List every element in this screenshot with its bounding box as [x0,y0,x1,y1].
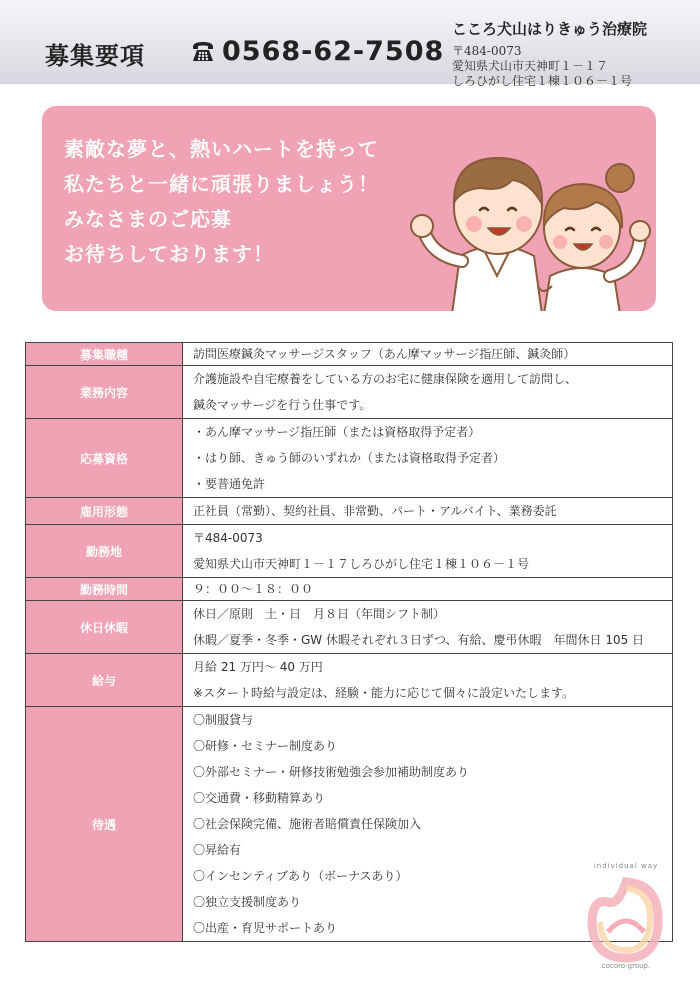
recruit-banner [42,106,656,311]
value-line: ・あん摩マッサージ指圧師（または資格取得予定者） [193,425,481,439]
row-value [183,578,673,601]
value-line: 休暇／夏季・冬季・GW 休暇それぞれ３日ずつ、有給、慶弔休暇 年間休日 105 日 [193,633,645,647]
value-line: 鍼灸マッサージを行う仕事です。 [193,398,372,412]
logo-name: cocoro-group. [601,962,651,970]
clinic-address-line1: 愛知県犬山市天神町１－１７ [452,59,609,73]
table-row [26,601,673,654]
table-row [26,707,673,942]
value-line: 〇独立支援制度あり [193,895,302,909]
row-value [183,654,673,707]
row-value [183,343,673,366]
value-line: 〇外部セミナー・研修技術勉強会参加補助制度あり [193,765,470,779]
table-row [26,525,673,578]
value-line: 〇インセンティブあり（ボーナスあり） [193,869,408,883]
row-label: 給与 [26,654,183,707]
value-line: 正社員（常勤）、契約社員、非常勤、パート・アルバイト、業務委託 [193,504,557,518]
cocoro-group-logo [578,862,674,972]
row-value [183,601,673,654]
value-line: 〇交通費・移動精算あり [193,791,326,805]
row-label: 待遇 [26,707,183,942]
logo-mark-icon [578,862,674,972]
clinic-info [452,18,647,89]
value-line: ・要普通免許 [193,477,266,491]
banner-line: お待ちしております！ [64,242,274,266]
table-row [26,498,673,525]
phone-block [190,36,444,67]
header-bar [0,0,700,88]
telephone-icon [190,39,216,65]
value-line: 月給 21 万円～ 40 万円 [193,660,323,674]
row-value [183,498,673,525]
row-label: 雇用形態 [26,498,183,525]
row-value [183,419,673,498]
table-row [26,578,673,601]
female-staff-figure [538,164,650,311]
table-row [26,366,673,419]
value-line: 訪問医療鍼灸マッサージスタッフ（あん摩マッサージ指圧師、鍼灸師） [193,347,576,361]
value-line: 〇出産・育児サポートあり [193,921,338,935]
clinic-postal: 〒484-0073 [452,44,522,58]
banner-line: みなさまのご応募 [64,207,232,231]
value-line: ９：００～１８：００ [193,582,314,596]
logo-tagline: individual way [593,862,659,870]
value-line: ・はり師、きゅう師のいずれか（または資格取得予定者） [193,451,506,465]
staff-illustration [402,136,652,311]
clinic-name: こころ犬山はりきゅう治療院 [452,20,648,38]
value-line: 〇社会保険完備、施術者賠償責任保険加入 [193,817,422,831]
table-row [26,419,673,498]
value-line: 〇制服貸与 [193,713,254,727]
banner-message [64,132,379,272]
row-label: 休日休暇 [26,601,183,654]
phone-number: 0568-62-7508 [222,36,445,67]
row-value [183,366,673,419]
row-label: 勤務地 [26,525,183,578]
male-staff-figure [411,158,542,311]
value-line: 〇研修・セミナー制度あり [193,739,338,753]
table-row [26,343,673,366]
row-label: 業務内容 [26,366,183,419]
row-label: 募集職種 [26,343,183,366]
value-line: 〒484-0073 [193,531,263,545]
job-requirements-table [25,342,673,942]
row-label: 応募資格 [26,419,183,498]
table-row [26,654,673,707]
value-line: 休日／原則 土・日 月８日（年間シフト制） [193,607,446,621]
value-line: 介護施設や自宅療養をしている方のお宅に健康保険を適用して訪問し、 [193,372,578,386]
value-line: ※スタート時給与設定は、経験・能力に応じて個々に設定いたします。 [193,686,575,700]
value-line: 〇昇給有 [193,843,242,857]
banner-line: 素敵な夢と、熱いハートを持って [64,137,379,161]
banner-line: 私たちと一緒に頑張りましょう！ [64,172,379,196]
value-line: 愛知県犬山市天神町１－１７しろひがし住宅１棟１０６－１号 [193,557,530,571]
clinic-address-line2: しろひがし住宅１棟１０６－１号 [452,74,633,88]
row-value [183,525,673,578]
page-title: 募集要項 [45,41,145,70]
row-label: 勤務時間 [26,578,183,601]
